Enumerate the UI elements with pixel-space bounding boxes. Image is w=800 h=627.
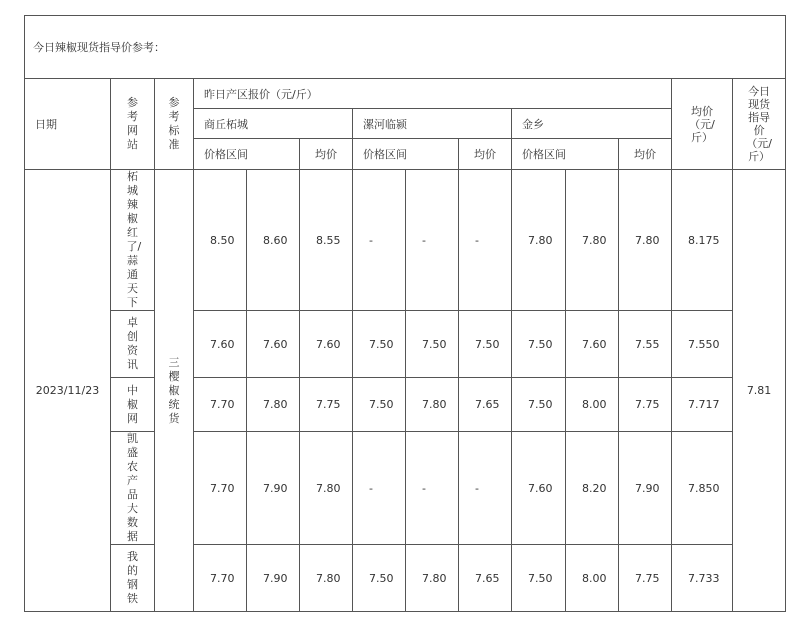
price-cell: -	[353, 432, 406, 545]
price-cell: -	[406, 432, 459, 545]
date-cell: 2023/11/23	[25, 170, 111, 612]
price-cell: 7.80	[247, 378, 300, 432]
price-cell: 8.55	[300, 170, 353, 311]
table-row	[25, 545, 786, 612]
price-cell: 7.70	[194, 545, 247, 612]
price-cell: 7.60	[247, 311, 300, 378]
site-cell: 凯盛农产品大数据	[111, 432, 155, 545]
price-cell: 7.90	[619, 432, 672, 545]
price-cell: 7.60	[566, 311, 619, 378]
price-cell: -	[353, 170, 406, 311]
price-rows	[25, 170, 786, 612]
price-cell: 8.00	[566, 545, 619, 612]
price-cell: 7.55	[619, 311, 672, 378]
price-cell: 7.80	[300, 545, 353, 612]
price-cell: 7.50	[512, 378, 566, 432]
price-cell: 7.80	[512, 170, 566, 311]
price-cell: 7.65	[459, 545, 512, 612]
price-cell: 7.75	[619, 378, 672, 432]
price-cell: 7.50	[406, 311, 459, 378]
price-cell: 7.90	[247, 432, 300, 545]
table-row	[25, 311, 786, 378]
price-cell: 7.50	[353, 378, 406, 432]
table-row	[25, 170, 786, 311]
table-row	[25, 378, 786, 432]
site-cell: 我的钢铁	[111, 545, 155, 612]
price-cell: 7.50	[353, 545, 406, 612]
price-cell: 7.80	[619, 170, 672, 311]
price-cell: 7.90	[247, 545, 300, 612]
header-today-guide-price: 今日现货指导价（元/斤）	[733, 79, 786, 170]
price-table	[24, 15, 786, 612]
price-cell: -	[459, 432, 512, 545]
header-avg: 均价	[300, 139, 353, 170]
header-yesterday-price: 昨日产区报价（元/斤）	[194, 79, 672, 109]
header-range: 价格区间	[512, 139, 619, 170]
header-region-jinxiang: 金乡	[512, 109, 672, 139]
site-cell: 中椒网	[111, 378, 155, 432]
header-range: 价格区间	[194, 139, 300, 170]
header-avg: 均价	[619, 139, 672, 170]
price-cell: -	[459, 170, 512, 311]
price-cell: 7.60	[194, 311, 247, 378]
price-cell: 7.60	[512, 432, 566, 545]
header-region-shangqiu: 商丘柘城	[194, 109, 353, 139]
header-overall-avg: 均价（元/斤）	[672, 79, 733, 170]
price-cell: 7.75	[619, 545, 672, 612]
header-region-luohe: 漯河临颍	[353, 109, 512, 139]
price-cell: 7.50	[512, 545, 566, 612]
today-price-cell: 7.81	[733, 170, 786, 612]
table-caption: 今日辣椒现货指导价参考：	[25, 16, 786, 79]
price-cell: 7.80	[406, 378, 459, 432]
price-cell: 7.50	[512, 311, 566, 378]
overall-avg-cell: 7.717	[672, 378, 733, 432]
price-cell: 7.65	[459, 378, 512, 432]
header-date: 日期	[25, 79, 111, 170]
price-cell: 7.75	[300, 378, 353, 432]
overall-avg-cell: 7.550	[672, 311, 733, 378]
header-standard: 参考标准	[155, 79, 194, 170]
table-row	[25, 432, 786, 545]
price-cell: 7.80	[300, 432, 353, 545]
price-cell: 7.50	[459, 311, 512, 378]
site-cell: 柘城辣椒红了/蒜通天下	[111, 170, 155, 311]
price-cell: 8.50	[194, 170, 247, 311]
price-cell: 7.70	[194, 378, 247, 432]
overall-avg-cell: 7.733	[672, 545, 733, 612]
price-cell: 7.80	[406, 545, 459, 612]
header-avg: 均价	[459, 139, 512, 170]
price-cell: 7.80	[566, 170, 619, 311]
overall-avg-cell: 8.175	[672, 170, 733, 311]
header-range: 价格区间	[353, 139, 459, 170]
price-cell: 7.70	[194, 432, 247, 545]
header-site: 参考网站	[111, 79, 155, 170]
price-cell: 7.50	[353, 311, 406, 378]
site-cell: 卓创资讯	[111, 311, 155, 378]
price-cell: -	[406, 170, 459, 311]
price-cell: 8.60	[247, 170, 300, 311]
price-cell: 8.00	[566, 378, 619, 432]
price-cell: 7.60	[300, 311, 353, 378]
overall-avg-cell: 7.850	[672, 432, 733, 545]
standard-cell: 三樱椒统货	[155, 170, 194, 612]
price-cell: 8.20	[566, 432, 619, 545]
